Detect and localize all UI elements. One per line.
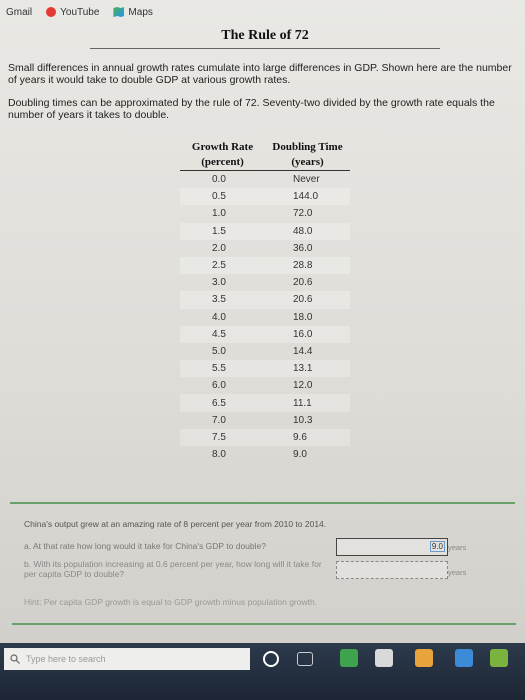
cortana-icon[interactable] [263,651,279,667]
table-row [180,377,350,394]
growth-rate-cell: 1.5 [212,225,226,237]
taskbar-search-box[interactable] [4,648,250,670]
table-row [180,274,350,291]
question-a: a. At that rate how long would it take for China's GDP to double? [24,541,266,551]
growth-rate-cell: 2.5 [212,260,226,272]
doubling-time-cell: 36.0 [293,242,313,254]
bookmark-label: Maps [128,6,153,18]
table-row [180,360,350,377]
growth-rate-cell: 7.0 [212,414,226,426]
table-row [180,429,350,446]
answer-b-field[interactable] [336,561,448,579]
table-row [180,257,350,274]
table-row [180,412,350,429]
search-icon [10,654,20,664]
divider [12,623,516,625]
app-icon[interactable] [490,649,508,667]
doubling-time-cell: 28.8 [293,260,313,272]
doubling-time-cell: 20.6 [293,294,313,306]
table-row [180,171,350,188]
growth-rate-cell: 5.0 [212,345,226,357]
table-row [180,205,350,222]
table-row [180,223,350,240]
doubling-time-cell: 14.4 [293,345,313,357]
growth-rate-cell: 4.5 [212,328,226,340]
app-icon[interactable] [455,649,473,667]
growth-rate-cell: 4.0 [212,311,226,323]
question-prompt: China's output grew at an amazing rate of 8 percent per year from 2010 to 2014. [24,519,327,529]
app-icon[interactable] [415,649,433,667]
doubling-time-cell: 12.0 [293,380,313,392]
bookmark-maps[interactable] [113,7,152,18]
table-body [180,171,350,463]
doubling-table [180,140,350,463]
intro-text: Small differences in annual growth rates cumulate into large differences in GDP. Shown here are the number of years it would take to double GDP at various growth rates. [8,62,512,86]
table-header [180,140,350,155]
table-row [180,309,350,326]
doubling-time-cell: 10.3 [293,414,313,426]
task-view-icon[interactable] [297,652,313,666]
doubling-time-cell: 72.0 [293,208,313,220]
doubling-time-cell: 13.1 [293,363,313,375]
growth-rate-cell: 6.0 [212,380,226,392]
answer-a-value: 9.0 [431,542,443,551]
table-row [180,188,350,205]
table-header-units [180,155,350,171]
app-icon[interactable] [340,649,358,667]
doubling-time-cell: 16.0 [293,328,313,340]
search-placeholder: Type here to search [26,654,106,664]
taskbar [0,643,525,700]
page-title: The Rule of 72 [90,28,440,49]
doubling-time-cell: 11.1 [293,397,312,409]
doubling-time-cell: 18.0 [293,311,313,323]
col-unit-rate: (percent) [201,156,244,168]
answer-b-unit: years [448,568,467,577]
doubling-time-cell: Never [293,174,320,186]
youtube-icon [46,7,56,17]
hint-text: Hint: Per capita GDP growth is equal to GDP growth minus population growth. [24,597,318,607]
bookmark-youtube[interactable] [46,7,99,18]
question-b: b. With its population increasing at 0.6 percent per year, how long will it take for per capita GDP to double? [24,559,322,579]
doubling-time-cell: 9.6 [293,431,307,443]
answer-a-field[interactable] [336,538,448,556]
growth-rate-cell: 6.5 [212,397,226,409]
bookmark-gmail[interactable] [6,7,32,18]
growth-rate-cell: 8.0 [212,449,226,461]
doubling-time-cell: 9.0 [293,449,307,461]
growth-rate-cell: 0.5 [212,191,226,203]
growth-rate-cell: 3.0 [212,277,226,289]
growth-rate-cell: 3.5 [212,294,226,306]
table-row [180,446,350,463]
rule-text: Doubling times can be approximated by the rule of 72. Seventy-two divided by the growth rate equals the number of years it takes to double. [8,97,495,121]
growth-rate-cell: 0.0 [212,174,226,186]
divider [10,502,515,504]
table-row [180,343,350,360]
table-row [180,240,350,257]
col-header-doubling: Doubling Time [272,141,343,153]
col-header-rate: Growth Rate [191,141,254,153]
growth-rate-cell: 5.5 [212,363,226,375]
bookmark-label: Gmail [6,6,33,18]
doubling-time-cell: 48.0 [293,225,313,237]
growth-rate-cell: 1.0 [212,208,226,220]
app-icon[interactable] [375,649,393,667]
maps-icon [113,7,124,17]
table-row [180,291,350,308]
doubling-time-cell: 20.6 [293,277,313,289]
growth-rate-cell: 2.0 [212,242,226,254]
answer-a-unit: years [448,543,467,552]
table-row [180,394,350,411]
bookmark-label: YouTube [60,6,100,18]
doubling-time-cell: 144.0 [293,191,319,203]
growth-rate-cell: 7.5 [212,431,226,443]
col-unit-doubling: (years) [291,156,324,168]
bookmarks-bar [0,0,525,24]
table-row [180,326,350,343]
